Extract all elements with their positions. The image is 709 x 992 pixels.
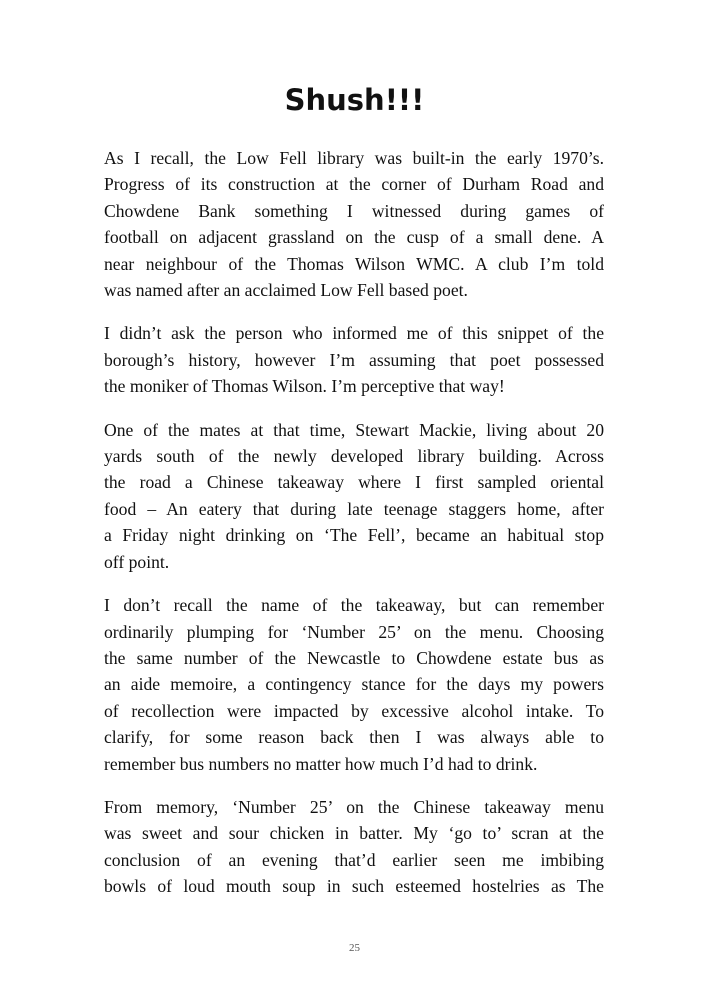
chapter-title: Shush!!! <box>284 83 425 117</box>
text-line: the same number of the Newcastle to Chowdene estate bus as <box>104 647 604 668</box>
body-text <box>104 145 604 917</box>
paragraph <box>104 794 604 900</box>
paragraph <box>104 417 604 575</box>
paragraph <box>104 320 604 399</box>
text-line: an aide memoire, a contingency stance for the days my powers <box>104 674 604 695</box>
text-line: Chowdene Bank something I witnessed during games of <box>104 200 604 221</box>
text-line: One of the mates at that time, Stewart Mackie, living about 20 <box>104 419 604 440</box>
text-line: I didn’t ask the person who informed me of this snippet of the <box>104 323 604 344</box>
paragraph <box>104 592 604 777</box>
text-line: As I recall, the Low Fell library was built-in the early 1970’s. <box>104 148 604 168</box>
paragraph <box>104 145 604 303</box>
page-number: 25 <box>349 942 360 954</box>
text-line: a Friday night drinking on ‘The Fell’, became an habitual stop <box>104 525 604 546</box>
text-line: ordinarily plumping for ‘Number 25’ on the menu. Choosing <box>104 621 604 642</box>
text-line: Progress of its construction at the corner of Durham Road and <box>104 174 604 195</box>
text-line: the road a Chinese takeaway where I first sampled oriental <box>104 472 604 493</box>
text-line: was sweet and sour chicken in batter. My ‘go to’ scran at the <box>104 823 604 844</box>
text-line: food – An eatery that during late teenage staggers home, after <box>104 498 604 519</box>
text-line: clarify, for some reason back then I was always able to <box>104 727 604 748</box>
text-line: remember bus numbers no matter how much I’d had to drink. <box>104 753 538 774</box>
text-line: I don’t recall the name of the takeaway, but can remember <box>104 595 604 616</box>
text-line: of recollection were impacted by excessive alcohol intake. To <box>104 700 604 721</box>
text-line: the moniker of Thomas Wilson. I’m perceptive that way! <box>104 376 505 397</box>
text-line: yards south of the newly developed library building. Across <box>104 446 604 467</box>
text-line: borough’s history, however I’m assuming that poet possessed <box>104 349 604 370</box>
text-line: was named after an acclaimed Low Fell based poet. <box>104 280 468 301</box>
text-line: From memory, ‘Number 25’ on the Chinese takeaway menu <box>104 796 604 817</box>
text-line: bowls of loud mouth soup in such esteemed hostelries as The <box>104 876 604 897</box>
text-line: conclusion of an evening that’d earlier seen me imbibing <box>104 849 604 870</box>
text-line: near neighbour of the Thomas Wilson WMC. A club I’m told <box>104 253 604 274</box>
text-line: off point. <box>104 551 170 572</box>
text-line: football on adjacent grassland on the cusp of a small dene. A <box>104 227 604 248</box>
